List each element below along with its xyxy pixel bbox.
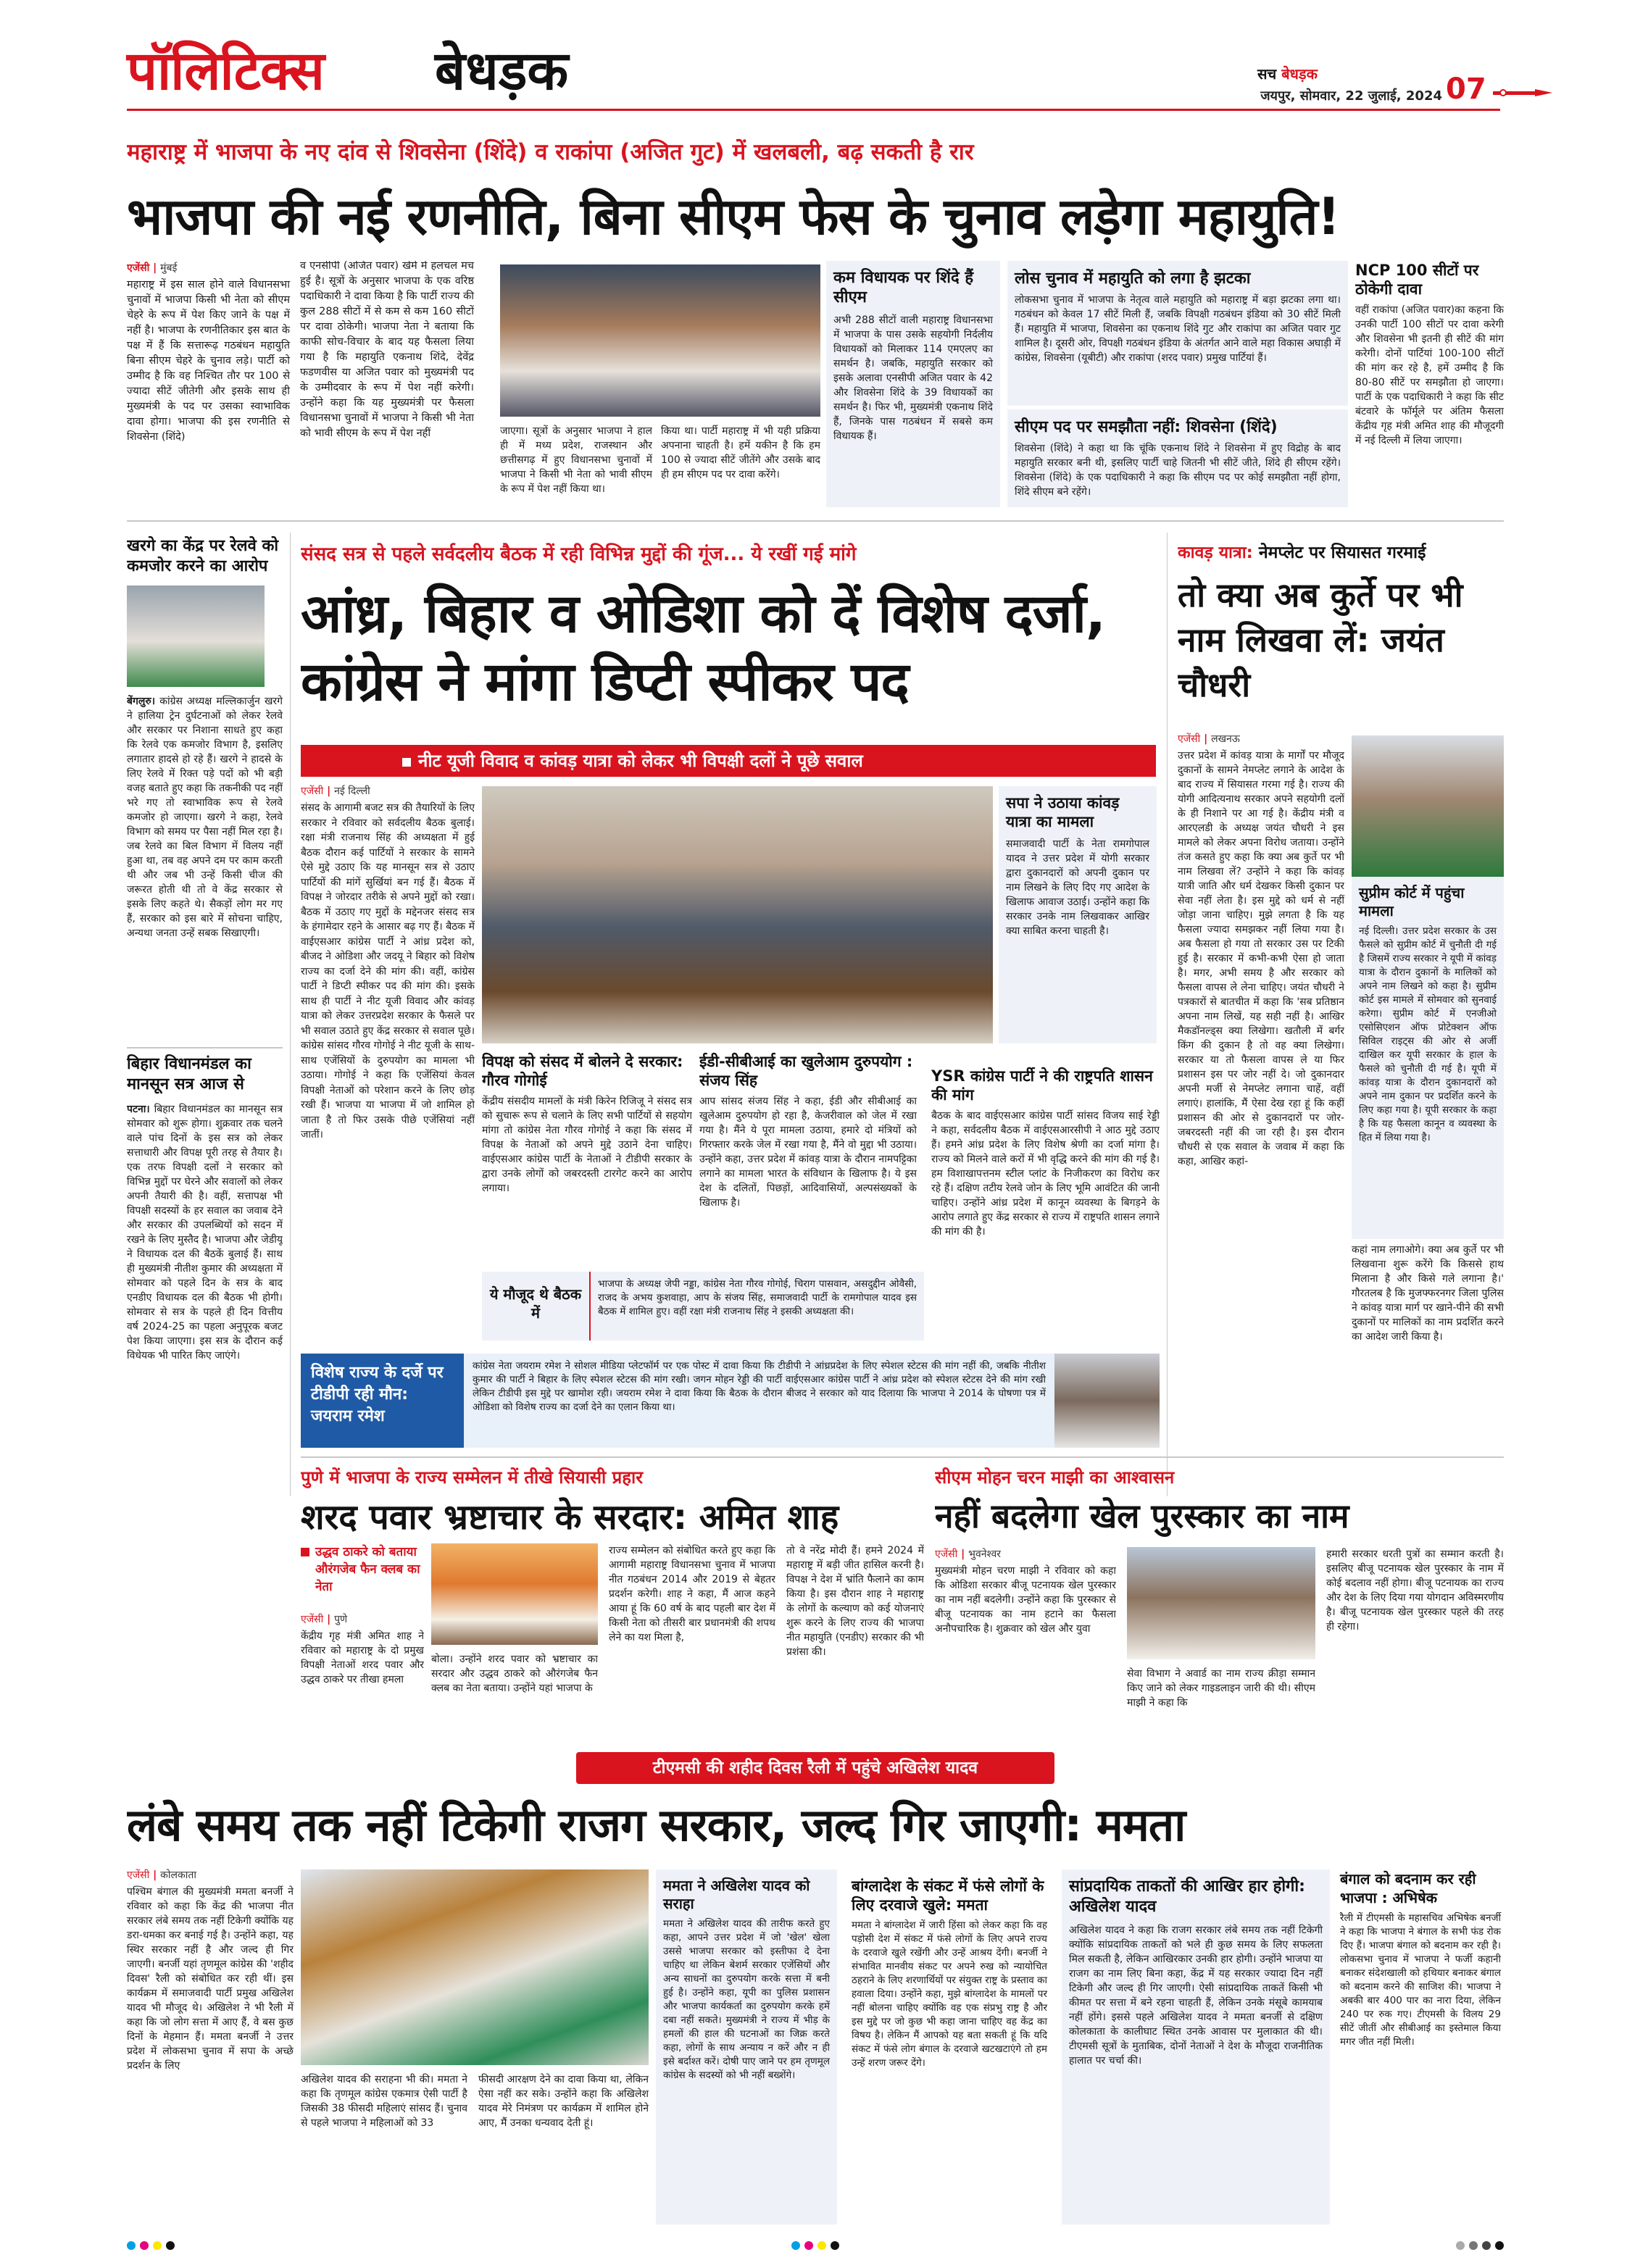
box-cm-pad [1007,409,1348,507]
box-loksabha-text: लोकसभा चुनाव में भाजपा के नेतृत्व वाले महायुति को महाराष्ट्र में बड़ा झटका लगा था। गठबंधन को केवल 17 सीटें मिली हैं, जबकि विपक्षी गठबंधन इंडिया को 30 सीटें मिली हैं। महायुति में भाजपा, शिवसेना का एकनाथ शिंदे गुट और राकांपा का अजित पवार गुट शामिल है। दूसरी ओर, विपक्षी गठबंधन इंडिया के अंतर्गत आने वाले महा विकास अघाड़ी में कांग्रेस, शिवसेना (यूबीटी) और राकांपा (शरद पवार) प्रमुख पार्टियां हैं। [1015,294,1341,364]
byline-agency: एजेंसी [301,1614,324,1625]
masthead-dateline: जयपुर, सोमवार, 22 जुलाई, 2024 [1260,88,1442,104]
box-cm-text: शिवसेना (शिंदे) ने कहा था कि चूंकि एकनाथ शिंदे ने शिवसेना में हुए विद्रोह के बाद महायुति सरकार बनी थी, इसलिए पार्टी चाहे जितनी भी सीटें जीते, शिंदे ही सीएम रहेंगे। शिवसेना (शिंदे) के एक पदाधिकारी ने कहा कि सीएम पद पर कोई समझौता नहीं होगा, शिंदे सीएम बने रहेंगे। [1015,443,1341,498]
bihar-title: बिहार विधानमंडल का मानसून सत्र आज से [127,1055,251,1093]
mamata-col3: फीसदी आरक्षण देने का दावा किया था, लेकिन ऐसा नहीं कर सके। उन्होंने कहा कि अखिलेश यादव मेरे निमंत्रण पर कार्यक्रम में शामिल होने आए, मैं उनका धन्यवाद देती हूं। [478,2074,649,2129]
gogoi-story [482,1052,692,1270]
pen-icon [1493,87,1558,97]
box-ncp [1355,261,1504,507]
shah-col1: केंद्रीय गृह मंत्री अमित शाह ने रविवार को महाराष्ट्र के दो प्रमुख विपक्षी नेताओं शरद पवार और उद्धव ठाकरे पर तीखा हमला [301,1630,424,1685]
box-ncp-text: वहीं राकांपा (अजित पवार)का कहना कि उनकी पार्टी 100 सीटों पर दावा करेगी और शिवसेना भी इतनी ही सीटें की मांग करेगी। दोनों पार्टियां 100-100 सीटों की मांग कर रहे है, हमें उम्मीद है कि 80-80 सीटें पर समझौता हो जाएगा। पार्टी के एक पदाधिकारी ने कहा कि सीट बंटवारे के फॉर्मूले पर अंतिम फैसला केंद्रीय गृह मंत्री अमित शाह की मौजूदगी में नई दिल्ली में लिया जाएगा। [1355,304,1504,446]
mamata-headline: लंबे समय तक नहीं टिकेगी राजग सरकार, जल्द गिर जाएगी: ममता [127,1798,1186,1851]
shah-col3: राज्य सम्मेलन को संबोधित करते हुए कहा कि आगामी महाराष्ट्र विधानसभा चुनाव में भाजपा नीत गठबंधन 2014 और 2019 से बेहतर प्रदर्शन करेगी। शाह ने कहा, मैं आज कहने आया हूं कि 60 वर्ष के बाद पहली बार देश में किसी नेता को तीसरी बार प्रधानमंत्री की शपथ लेने का यश मिला है, [609,1545,775,1643]
gogoi-title: विपक्ष को संसद में बोलने दे सरकार: गौरव गोगोई [482,1053,683,1089]
mamata-col2: अखिलेश यादव की सराहना भी की। ममता ने कहा कि तृणमूल कांग्रेस एकमात्र ऐसी पार्टी है जिसकी 38 फीसदी महिलाएं सांसद हैं। चुनाव से पहले भाजपा ने महिलाओं को 33 [301,2074,467,2129]
bihar-dateline: पटना। [127,1104,150,1115]
amit-shah-photo [431,1543,598,1645]
box-kam-text: अभी 288 सीटों वाली महाराष्ट्र विधानसभा में भाजपा के पास उसके सहयोगी निर्दलीय विधायकों को मिलाकर 114 एमएलए का समर्थन है। जबकि, महायुति सरकार को इसके अलावा एनसीपी अजित पवार के 42 और शिवसेना शिंदे के 39 विधायकों का समर्थन है। फिर भी, मुख्यमंत्री एकनाथ शिंदे हैं, जिनके पास गठबंधन में सबसे कम विधायक हैं। [833,314,993,442]
reg-mark-left [127,2241,175,2256]
special-text: कांग्रेस नेता जयराम रमेश ने सोशल मीडिया प्लेटफॉर्म पर एक पोस्ट में दावा किया कि टीडीपी ने आंध्रप्रदेश के लिए स्पेशल स्टेटस की मांग नहीं की, जबकि नीतीश कुमार की पार्टी ने बिहार के लिए स्पेशल स्टेटस की मांग रखी। जगन मोहन रेड्डी की पार्टी वाईएसआर कांग्रेस पार्टी ने आंध्र प्रदेश को स्पेशल स्टेटस देने की मांग रखी लेकिन टीडीपी इस मुद्दे पर खामोश रही। जयराम रमेश ने दावा किया कि बैठक के दौरान बीजद ने सरकार को याद दिलाया कि भाजपा ने 2014 के घोषणा पत्र में ओडिशा को विशेष राज्य का दर्जा देने का एलान किया था। [473,1360,1046,1413]
reg-mark-center [791,2241,839,2256]
top-kicker: महाराष्ट्र में भाजपा के नए दांव से शिवसेना (शिंदे) व राकांपा (अजित गुट) में खलबली, बढ़ सकती है रार [127,139,974,165]
shah-col2: बोला। उन्होंने शरद पवार को भ्रष्टाचार का सरदार और उद्धव ठाकरे को औरंगजेब फैन क्लब का नेता बताया। उन्होंने यहां भाजपा के [431,1654,598,1694]
majhi-col2: सेवा विभाग ने अवार्ड का नाम राज्य क्रीड़ा सम्मान किए जाने को लेकर गाइडलाइन जारी की थी। सीएम माझी ने कहा कि [1127,1668,1315,1709]
maharashtra-leaders-photo [500,264,820,417]
ed-text: आप सांसद संजय सिंह ने कहा, ईडी और सीबीआई का खुलेआम दुरुपयोग हो रहा है, केजरीवाल को जेल में रखा गया है। मैंने ये पूरा मामला उठाया, हमारे दो मंत्रियों को गिरफ्तार करके जेल में रखा गया है, मैंने वो मुद्दा भी उठाया। उन्होंने कहा, उत्तर प्रदेश में कांवड़ यात्रा के दौरान नामपट्टिका लगाने का मामला भारत के संविधान के खिलाफ है। ये इस देश के दलितों, पिछड़ों, आदिवासियों, अल्पसंख्यकों के खिलाफ है। [699,1096,917,1209]
sc-title: सुप्रीम कोर्ट में पहुंचा मामला [1359,884,1465,920]
allparty-body: संसद के आगामी बजट सत्र की तैयारियों के लिए सरकार ने रविवार को सर्वदलीय बैठक बुलाई। रक्षा मंत्री राजनाथ सिंह की अध्यक्षता में हुई बैठक दौरान कई पार्टियों ने सरकार के सामने ऐसे मुद्दे उठाए कि यह मानसून सत्र से उठाए पार्टियों की मांगें सुर्खियां बन गई हैं। बैठक में विपक्ष ने जोरदार तरीके से अपने मुद्दों को रखा। बैठक में उठाए गए मुद्दों के मद्देनजर संसद सत्र के हंगामेदार रहने के आसार बढ़ गए हैं। बैठक में वाईएसआर कांग्रेस पार्टी ने आंध्र प्रदेश को, बीजद ने ओडिशा और जदयू ने बिहार को विशेष राज्य का दर्जा देने की मांग की। वहीं, कांग्रेस पार्टी ने डिप्टी स्पीकर पद की मांग की। इसके साथ ही पार्टी ने नीट यूजी विवाद और कांवड़ यात्रा को लेकर उत्तरप्रदेश सरकार के फैसले पर भी सवाल उठाते हुए केंद्र सरकार से सवाल पूछे। कांग्रेस सांसद गौरव गोगोई ने नीट यूजी के साथ-साथ एजेंसियों के दुरुपयोग का मामला भी उठाया। गोगोई ने कहा कि एजेंसियां केवल विपक्षी नेताओं को परेशान करने के लिए छोड़ रखी हैं। भाजपा या भाजपा में जो शामिल हो जाता है तो फिर उसके पीछे एजेंसियां नहीं जातीं। [301,802,475,1141]
praise-title: ममता ने अखिलेश यादव को सराहा [663,1877,810,1912]
jayant-chaudhary-photo [1352,735,1504,877]
allparty-main-text [301,784,475,1349]
praise-text: ममता ने अखिलेश यादव की तारीफ करते हुए कहा, आपने उत्तर प्रदेश में जो 'खेल' खेला उससे भाजपा सरकार को इस्तीफा दे देना चाहिए था लेकिन बेशर्म सरकार एजेंसियों और अन्य साधनों का दुरुपयोग करके सत्ता में बनी हुई है। उन्होंने कहा, यूपी का पुलिस प्रशासन और भाजपा कार्यकर्ता का दुरुपयोग करके हमें दबा नहीं सकते। मुख्यमंत्री ने राज्य में भीड़ के हमलों की हाल की घटनाओं का जिक्र करते कहा, लोगों के साथ अन्याय न करें और न ही इसे बर्दाश्त करें। दोषी पाए जाने पर हम तृणमूल कांग्रेस के सदस्यों को भी नहीं बख्शेंगे। [663,1918,830,2081]
section-rule [127,520,1504,522]
byline-agency: एजेंसी [935,1548,958,1560]
byline-city: पुणे [334,1614,348,1625]
allparty-kicker: संसद सत्र से पहले सर्वदलीय बैठक में रही विभिन्न मुद्दों की गूंज... ये रखीं गई मांगे [301,543,857,565]
masthead-title-black: बेधड़क [435,40,569,102]
shah-pointer [301,1543,424,1601]
byline-agency: एजेंसी [1178,733,1201,745]
tag-black: सच [1257,65,1277,83]
kanwar-kicker-red: कावड़ यात्रा: [1178,543,1253,562]
byline-city: भुवनेश्वर [968,1548,1001,1560]
kharge-text [127,694,283,941]
bihar-text [127,1102,283,1363]
sp-text: समाजवादी पार्टी के नेता रामगोपाल यादव ने उत्तर प्रदेश में योगी सरकार द्वारा दुकानदारों को अपनी दुकान पर नाम लिखने के लिए दिए गए आदेश के खिलाफ आवाज उठाई। उन्होंने कहा कि सरकार उनके नाम लिखवाकर आखिर क्या साबित करना चाहती है। [1006,838,1149,937]
kanwar-story [1178,732,1344,1341]
color-registration-marks [127,2241,1504,2256]
byline-agency: एजेंसी [127,1869,150,1881]
byline-city: नई दिल्ली [334,785,370,797]
sp-title: सपा ने उठाया कांवड़ यात्रा का मामला [1006,794,1120,830]
box-ncp-title: NCP 100 सीटों पर ठोकेगी दावा [1355,262,1479,298]
bangla-text: ममता ने बांग्लादेश में जारी हिंसा को लेकर कहा कि वह पड़ोसी देश में संकट में फंसे लोगों के लिए अपने राज्य के दरवाजे खुले रखेंगी और उन्हें आश्रय देंगी। बनर्जी ने संभावित मानवीय संकट पर अपने रुख को न्यायोचित ठहराने के लिए शरणार्थियों पर संयुक्त राष्ट्र के प्रस्ताव का हवाला दिया। उन्होंने कहा, मुझे बांग्लादेश के मामलों पर नहीं बोलना चाहिए क्योंकि वह एक संप्रभु राष्ट्र है और इस मुद्दे पर जो कुछ भी कहा जाना चाहिए वह केंद्र का विषय है। लेकिन मैं आपको यह बता सकती हूं कि यदि संकट में फंसे लोग बंगाल के दरवाजे खटखटाएंगे तो हम उन्हें शरण जरूर देंगे। [852,1919,1047,2069]
byline-agency: एजेंसी [127,262,150,274]
kanwar-headline: तो क्या अब कुर्ते पर भी नाम लिखवा लें: जयंत चौधरी [1178,575,1463,704]
box-kam-vidhayak [826,261,1000,507]
gogoi-text: केंद्रीय संसदीय मामलों के मंत्री किरेन रिजिजू ने संसद सत्र को सुचारू रूप से चलाने के लिए सभी पार्टियों से सहयोग मांगा तो कांग्रेस नेता गौरव गोगोई ने कहा कि संसद में विपक्ष के नेताओं को अपने मुद्दे उठाने देना चाहिए। वाईएसआर कांग्रेस पार्टी के नेताओं ने टीडीपी सरकार के द्वारा उनके लोगों को जबरदस्ती टारगेट करने का आरोप लगाया। [482,1096,692,1194]
shah-kicker: पुणे में भाजपा के राज्य सम्मेलन में तीखे सियासी प्रहार [301,1467,644,1488]
sc-box [1352,877,1504,1239]
bangla-box [844,1869,1054,2225]
ysr-text: बैठक के बाद वाईएसआर कांग्रेस पार्टी सांसद विजय साई रेड्डी ने कहा, सर्वदलीय बैठक में वाईएसआरसीपी ने आठ मुद्दे उठाए हैं। हमने आंध्र प्रदेश के लिए विशेष श्रेणी का दर्जा मांगा है। राज्य को मिलने वाले करों में भी वृद्धि करने की मांग की गई है। हम विशाखापत्तनम स्टील प्लांट के निजीकरण का विरोध कर रहे हैं। दक्षिण तटीय रेलवे जोन के लिए भूमि आवंटित की जानी चाहिए। उन्होंने आंध्र प्रदेश में कानून व्यवस्था के बिगड़ने के आरोप लगाते हुए केंद्र सरकार से राज्य में राष्ट्रपति शासन लगाने की मांग की है। [931,1110,1160,1238]
kharge-title: खरगे का केंद्र पर रेलवे को कमजोर करने का आरोप [127,537,279,575]
akhilesh-title: सांप्रदायिक ताकतों की आखिर हार होगी: अखिलेश यादव [1069,1877,1305,1916]
kharge-dateline: बेंगलुरु। [127,696,156,707]
vertical-rule-right [1167,533,1168,1496]
masthead-rule [127,109,1500,111]
mohan-majhi-photo [1127,1547,1315,1659]
mamata-banner: टीएमसी की शहीद दिवस रैली में पहुंचे अखिलेश यादव [576,1752,1054,1784]
shah-headline: शरद पवार भ्रष्टाचार के सरदार: अमित शाह [301,1497,839,1538]
square-bullet-icon [402,758,411,767]
akhilesh-box [1062,1869,1330,2225]
tag-red: बेधड़क [1281,65,1318,83]
bihar-body: बिहार विधानमंडल का मानसून सत्र सोमवार को शुरू होगा। शुक्रवार तक चलने वाले पांच दिनों के इस सत्र को लेकर सत्ताधारी और विपक्ष पूरी तरह से तैयार है। एक तरफ विपक्षी दलों ने सरकार को विभिन्न मुद्दों पर घेरने और सवालों को लेकर अपनी तैयारी की है। वहीं, सत्तापक्ष भी विपक्षी सदस्यों के हर सवाल का जवाब देने और सरकार की उपलब्धियों को सदन में रखने के लिए मुस्तैद है। भाजपा और जेडीयू ने विधायक दल की बैठकें बुलाई हैं। साथ ही मुख्यमंत्री नीतीश कुमार की अध्यक्षता में सोमवार को पहले दिन के सत्र के बाद एनडीए विधायक दल की बैठक भी होगी। सोमवार से सत्र के पहले ही दिन वित्तीय वर्ष 2024-25 का पहला अनुपूरक बजट पेश किया जाएगा। इस सत्र के दौरान कई विधेयक भी पारित किए जाएंगे। [127,1104,283,1362]
masthead [87,29,1558,109]
allparty-subhead [301,745,1156,777]
kanwar-kicker [1178,540,1504,563]
masthead-title-red: पॉलिटिक्स [127,40,324,102]
vertical-rule-left [290,533,291,1496]
jairam-ramesh-photo [1054,1354,1160,1448]
byline-agency: एजेंसी [301,785,324,797]
box-loksabha-title: लोस चुनाव में महायुति को लगा है झटका [1015,270,1251,288]
abhishek-box [1337,1869,1504,2225]
top-byline: एजेंसी | मुंबई [127,262,178,274]
top-col4: किया था। पार्टी महाराष्ट्र में भी यही प्रक्रिया अपनाना चाहती है। हमें यकीन है कि हम 100 से ज्यादा सीटें जीतेंगे और उसके बाद ही हम सीएम पद पर दावा करेंगे। [661,425,820,480]
kharge-body: कांग्रेस अध्यक्ष मल्लिकार्जुन खरगे ने हालिया ट्रेन दुर्घटनाओं को लेकर रेलवे और सरकार पर निशाना साधते हुए कहा कि रेलवे एक कमजोर विभाग है, इसलिए लगातार हादसे हो रहे हैं। खरगे ने हादसे के लिए रेलवे में रिक्त पड़े पदों को भी बड़ी वजह बताते हुए कहा कि तकनीकी पद नहीं भरे गए तो स्वाभाविक रूप से रेलवे कमजोर हो जाएगा। खरगे ने कहा, रेलवे विभाग को समय पर पैसा नहीं मिल रहा है। जब रेलवे का बिल विभाग में विलय नहीं हुआ था, तब वह अपने दम पर काम करती थी और जब भी उन्हें किसी चीज की जरूरत होती थी तो वे केंद्र सरकार से इसके लिए कहते थे। सैकड़ों लोग मर गए हैं, सरकार को इस बारे में सोचना चाहिए, अन्यथा जनता उन्हें सबक सिखाएगी। [127,696,283,939]
sp-box [999,786,1157,1043]
top-headline: भाजपा की नई रणनीति, बिना सीएम फेस के चुनाव लड़ेगा महायुति! [127,187,1340,246]
top-col1: महाराष्ट्र में इस साल होने वाले विधानसभा चुनावों में भाजपा किसी भी नेता को सीएम चेहरे के रूप में पेश किए जाने के पक्ष में नहीं है। भाजपा के रणनीतिकार इस बात के पक्ष में हैं कि सत्तारूढ़ गठबंधन महायुति बिना सीएम चेहरे के चुनाव लड़े। पार्टी को उम्मीद है कि वह निश्चित तौर पर 100 से ज्यादा सीटें जीतेगी और इसके साथ ही मुख्यमंत्री के पद पर उसका स्वाभाविक दावा होगा। भाजपा की इस रणनीति से शिवसेना (शिंदे) [127,279,290,443]
masthead-tagline [1257,64,1318,83]
sc-text: नई दिल्ली। उत्तर प्रदेश सरकार के उस फैसले को सुप्रीम कोर्ट में चुनौती दी गई है जिसमें राज्य सरकार ने यूपी में कांवड़ यात्रा के दौरान दुकानों के मालिकों को अपने नाम लिखने को कहा है। सुप्रीम कोर्ट इस मामले में सोमवार को सुनवाई करेगा। सुप्रीम कोर्ट में एनजीओ एसोसिएशन ऑफ प्रोटेक्शन ऑफ सिविल राइट्स की ओर से अर्जी दाखिल कर यूपी सरकार के हाल के फैसले को चुनौती दी गई है। यूपी में कांवड़ यात्रा के दौरान दुकानदारों को अपने नाम दुकान पर प्रदर्शित करने के लिए कहा गया है। यूपी सरकार के कहा है कि यह फैसला कानून व व्यवस्था के हित में लिया गया है। [1359,925,1497,1143]
allparty-subhead-text: नीट यूजी विवाद व कांवड़ यात्रा को लेकर भी विपक्षी दलों ने पूछे सवाल [418,751,863,771]
special-status-story [301,1354,1160,1448]
page-number: 07 [1446,72,1486,106]
ysr-story [931,1067,1160,1342]
bihar-story [127,1054,283,1489]
shah-pointer-text: उद्धव ठाकरे को बताया औरंगजेब फैन क्लब का नेता [315,1545,420,1594]
box-loksabha [1007,261,1348,406]
praise-box [656,1869,837,2225]
shah-col4: तो वे नरेंद्र मोदी हैं। हमने 2024 में महाराष्ट्र में बड़ी जीत हासिल करनी है। विपक्ष ने देश में भ्रांति फैलाने का काम किया है। इस दौरान शाह ने महाराष्ट्र के लोगों के कल्याण को कई योजनाएं शुरू करने के लिए राज्य की भाजपा नीत महायुति (एनडीए) सरकार की भी प्रशंसा की। [786,1545,924,1658]
akhilesh-text: अखिलेश यादव ने कहा कि राजग सरकार लंबे समय तक नहीं टिकेगी क्योंकि सांप्रदायिक ताकतों को भले ही कुछ समय के लिए सफलता मिल सकती है, लेकिन आखिरकार उनकी हार होगी। उन्होंने भाजपा या राजग का नाम लिए बिना कहा, केंद्र में यह सरकार ज्यादा दिन नहीं टिकेगी और जल्द ही गिर जाएगी। ऐसी सांप्रदायिक ताकतें किसी भी कीमत पर सत्ता में बने रहना चाहती हैं, लेकिन उनके मंसूबे कामयाब नहीं होंगे। इससे पहले अखिलेश यादव ने ममता बनर्जी से दक्षिण कोलकाता के कालीघाट स्थित उनके आवास पर मुलाकात की थी। टीएमसी सूत्रों के मुताबिक, दोनों नेताओं ने देश के मौजूदा राजनीतिक हालात पर चर्चा की। [1069,1925,1323,2067]
majhi-byline: एजेंसी | भुवनेश्वर [935,1548,1001,1560]
mamata-byline: एजेंसी | कोलकाता [127,1869,196,1881]
majhi-headline: नहीं बदलेगा खेल पुरस्कार का नाम [935,1496,1349,1535]
ed-title: ईडी-सीबीआई का खुलेआम दुरुपयोग : संजय सिंह [699,1053,913,1089]
shah-col1-wrap [301,1612,424,1735]
ed-story [699,1052,917,1270]
square-bullet-icon [301,1548,309,1556]
abhishek-text: रैली में टीएमसी के महासचिव अभिषेक बनर्जी ने कहा कि भाजपा ने बंगाल के सभी फंड रोक दिए हैं। भाजपा बंगाल को बदनाम कर रही है। लोकसभा चुनाव में भाजपा ने फर्जी कहानी बनाकर संदेशखाली को हथियार बनाकर बंगाल को बदनाम करने की साजिश की। भाजपा ने अबकी बार 400 पार का नारा दिया, लेकिन 240 पर रुक गए। टीएमसी के विलय 29 सीटें जीतीं और सीबीआई का इस्तेमाल किया मगर जीत नहीं मिली। [1340,1912,1501,2048]
majhi-col3: हमारी सरकार धरती पुत्रों का सम्मान करती है। इसलिए बीजू पटनायक खेल पुरस्कार के नाम में कोई बदलाव नहीं होगा। बीजू पटनायक का राज्य और देश के लिए दिया गया योगदान अविस्मरणीय है। बीजू पटनायक खेल पुरस्कार पहले की तरह ही रहेगा। [1326,1548,1504,1633]
kanwar-kicker-black: नेमप्लेट पर सियासत गरमाई [1258,543,1426,562]
byline-city: लखनऊ [1211,733,1240,745]
present-box [482,1272,924,1341]
allparty-meeting-photo [482,786,993,1043]
left-rule [127,1047,283,1048]
reg-mark-right [1456,2241,1504,2256]
allparty-headline: आंध्र, बिहार व ओडिशा को दें विशेष दर्जा, कांग्रेस ने मांगा डिप्टी स्पीकर पद [301,583,1105,713]
majhi-col1: मुख्यमंत्री मोहन चरण माझी ने रविवार को कहा कि ओडिशा सरकार बीजू पटनायक खेल पुरस्कार का नाम नहीं बदलेगी। उन्होंने कहा कि पुरस्कार से बीजू पटनायक का नाम हटाने का फैसला अनौपचारिक है। शुक्रवार को खेल और युवा [935,1565,1116,1635]
present-text: भाजपा के अध्यक्ष जेपी नड्डा, कांग्रेस नेता गौरव गोगोई, चिराग पासवान, असदुद्दीन ओवैसी, राजद के अभय कुशवाहा, आप के संजय सिंह, समाजवादी पार्टी के रामगोपाल यादव इस बैठक में शामिल हुए। वहीं रक्षा मंत्री राजनाथ सिंह ने इसकी अध्यक्षता की। [598,1278,917,1317]
mamata-akhilesh-photo [301,1869,649,2065]
kanwar-byline: एजेंसी | लखनऊ [1178,733,1240,745]
mamata-col1: पश्चिम बंगाल की मुख्यमंत्री ममता बनर्जी ने रविवार को कहा कि केंद्र की भाजपा नीत सरकार लंबे समय तक नहीं टिकेगी क्योंकि यह डरा-धमका कर बनाई गई है। उन्होंने कहा, यह स्थिर सरकार नहीं है और जल्द ही गिर जाएगी। बनर्जी यहां तृणमूल कांग्रेस की 'शहीद दिवस' रैली को संबोधित कर रही थीं। इस कार्यक्रम में समाजवादी पार्टी प्रमुख अखिलेश यादव भी मौजूद थे। अखिलेश ने भी रैली में कहा कि जो लोग सत्ता में आए हैं, वे बस कुछ दिनों के मेहमान हैं। ममता बनर्जी ने उत्तर प्रदेश में लोकसभा चुनाव में सपा के अच्छे प्रदर्शन के लिए [127,1886,294,2072]
byline-city: कोलकाता [160,1869,196,1881]
box-cm-title: सीएम पद पर समझौता नहीं: शिवसेना (शिंदे) [1015,418,1278,436]
shah-byline: एजेंसी | पुणे [301,1614,348,1625]
top-col2: व एनसीपी (अजित पवार) खेमे में हलचल मच हुई है। सूत्रों के अनुसार भाजपा के एक वरिष्ठ पदाधिकारी ने दावा किया है कि पार्टी राज्य की कुल 288 सीटों में से कम से कम 160 सीटों पर दावा ठोकेगी। भाजपा नेता ने बताया कि काफी सोच-विचार के बाद यह फैसला लिया गया है कि महायुति एकनाथ शिंदे, देवेंद्र फडणवीस या अजित पवार को मुख्यमंत्री पद के उम्मीदवार के रूप में पेश नहीं करेगी। उन्होंने कहा कि यह मुख्यमंत्री पर फैसला विधानसभा चुनावों में भाजपा ने किसी भी नेता को भावी सीएम के रूप में पेश नहीं [300,261,474,439]
bangla-title: बांग्लादेश के संकट में फंसे लोगों के लिए दरवाजे खुले: ममता [852,1877,1044,1914]
section-rule-2 [301,1456,1504,1458]
byline-city: मुंबई [160,262,178,274]
majhi-kicker: सीएम मोहन चरन माझी का आश्वासन [935,1467,1175,1488]
allparty-byline: एजेंसी | नई दिल्ली [301,785,370,797]
box-kam-title: कम विधायक पर शिंदे हैं सीएम [833,269,974,307]
mamata-col1-wrap [127,1868,294,2230]
present-label: ये मौजूद थे बैठक में [482,1272,591,1341]
top-story-text [127,261,493,507]
kharge-photo [127,585,265,687]
top-col3: जाएगा। सूत्रों के अनुसार भाजपा ने हाल ही में मध्य प्रदेश, राजस्थान और छत्तीसगढ़ में हुए विधानसभा चुनावों में भाजपा ने किसी भी नेता को भावी सीएम के रूप में पेश नहीं किया था। [500,425,652,495]
special-title: विशेष राज्य के दर्जे पर टीडीपी रही मौन: जयराम रमेश [301,1354,464,1448]
kanwar-text1: उत्तर प्रदेश में कांवड़ यात्रा के मार्गों पर मौजूद दुकानों के सामने नेमप्लेट लगाने के आदेश के बाद राज्य में सियासत गरमा गई है। राज्य की योगी आदित्यनाथ सरकार अपने सहयोगी दलों के ही निशाने पर आ गई है। केंद्रीय मंत्री व आरएलडी के अध्यक्ष जयंत चौधरी ने इस मामले को लेकर अपना विरोध जताया। उन्होंने तंज कसते हुए कहा कि क्या अब कुर्ते पर भी नाम लिखवा लें? उन्होंने ने कहा कि कांवड़ यात्री जाति और धर्म देखकर किसी दुकान पर सेवा नहीं लेता है। इस मुद्दे को धर्म से नहीं जोड़ा जाना चाहिए। मुझे लगता है कि यह फैसला ज्यादा समझकर नहीं लिया गया है। अब फैसला हो गया तो सरकार उस पर टिकी हुई है। सरकार में कभी-कभी ऐसा हो जाता है। मगर, अभी समय है और सरकार को फैसला वापस ले लेना चाहिए। जयंत चौधरी ने पत्रकारों से बातचीत में कहा कि 'सब प्रतिष्ठान अपना नाम लिखें, यह सही नहीं है। आखिर मैकडॉनल्ड्स क्या लिखेगा। खतौली में बर्गर किंग की दुकान है तो वह क्या लिखेगा। सरकार या तो फैसला वापस ले या फिर प्रशासन इस पर जोर नहीं दे। जो दुकानदार अपनी मर्जी से नेमप्लेट लगाना चाहें, वहीं लगाएं। हालांकि, मैं ऐसा देख रहा हूं कि कहीं प्रशासन की ओर से दुकानदारों पर जोर-जबरदस्ती नहीं की जा रही है। इस दौरान चौधरी से एक सवाल के जवाब में कहा कि कहा, आखिर कहां- [1178,750,1344,1167]
abhishek-title: बंगाल को बदनाम कर रही भाजपा : अभिषेक [1340,1870,1476,1906]
kanwar-text2: कहां नाम लगाओगे। क्या अब कुर्ते पर भी लिखवाना शुरू करेंगे कि किससे हाथ मिलाना है और किसे गले लगाना है।' गौरतलब है कि मुजफ्फरनगर जिला पुलिस ने कांवड़ यात्रा मार्ग पर खाने-पीने की सभी दुकानों पर मालिकों का नाम प्रदर्शित करने का आदेश जारी किया है। [1352,1244,1504,1343]
ysr-title: YSR कांग्रेस पार्टी ने की राष्ट्रपति शासन की मांग [931,1067,1153,1104]
majhi-col1-wrap [935,1547,1116,1743]
